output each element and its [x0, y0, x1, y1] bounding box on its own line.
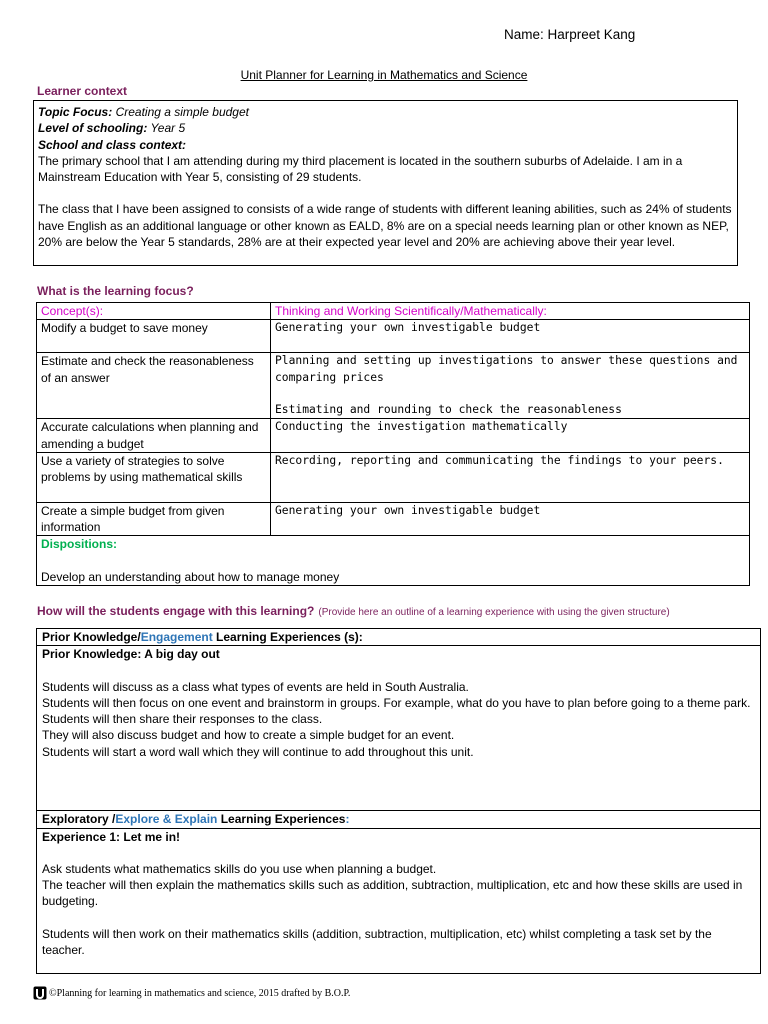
list-item: Students will then focus on one event and brainstorm in groups. For example, what do you have to plan before going to a theme park.: [42, 695, 751, 710]
thinking-header: Thinking and Working Scientifically/Mathematically:: [271, 303, 750, 320]
dispositions-text: Develop an understanding about how to manage money: [41, 569, 340, 584]
level-value: Year 5: [147, 121, 186, 136]
table-row: [37, 353, 750, 419]
thinking-cell: Recording, reporting and communicating the findings to your peers.: [271, 452, 750, 502]
thinking-cell: Conducting the investigation mathematically: [271, 419, 750, 453]
list-item: The teacher will then explain the mathematics skills such as addition, subtraction, multiplication, etc and how these skills are used in budgeting.: [42, 878, 743, 909]
prior-header-part-a: Prior Knowledge/: [42, 630, 141, 644]
explore-header-part-d: :: [345, 812, 350, 827]
learning-focus-table: [36, 302, 750, 586]
exploratory-header: [37, 811, 761, 828]
student-name: Name: Harpreet Kang: [504, 27, 636, 42]
explore-header-part-c: Learning Experiences: [217, 812, 346, 827]
table-row: [37, 502, 750, 536]
thinking-cell: [271, 353, 750, 419]
university-logo-icon: [33, 986, 47, 1000]
list-item: Students will start a word wall which they will continue to add throughout this unit.: [42, 744, 474, 759]
thinking-line-1: Planning and setting up investigations to answer these questions and comparing prices: [275, 354, 738, 384]
table-row: [37, 320, 750, 353]
topic-focus-value: Creating a simple budget: [112, 105, 249, 119]
list-item: Students will then share their responses to the class.: [42, 712, 323, 727]
level-of-schooling: [38, 120, 733, 136]
prior-header-part-c: Learning Experiences (s):: [212, 630, 363, 644]
concept-cell: Use a variety of strategies to solve problems by using mathematical skills: [37, 452, 271, 502]
learning-focus-heading: What is the learning focus?: [37, 284, 194, 298]
list-item: Students will then work on their mathematics skills (addition, subtraction, multiplication, etc) whilst completing a task set by the teacher.: [42, 926, 712, 958]
thinking-line-2: Estimating and rounding to check the reasonableness: [275, 402, 622, 416]
prior-header-part-b: Engagement: [140, 630, 213, 644]
list-item: Students will discuss as a class what types of events are held in South Australia.: [42, 679, 469, 694]
experience-1-body: [37, 828, 761, 973]
school-context-paragraph-2: The class that I have been assigned to consists of a wide range of students with different leaning abilities, such as 24% of students have English as an additional language or other known as EALD, 8% are on a special needs learning plan or other known as NEP, 20% are below the Year 5 standards, 28% are at their expected year level and 20% are achieving above their year level.: [38, 202, 732, 250]
learner-context-box: [33, 100, 738, 266]
school-context-paragraph-1: The primary school that I am attending during my third placement is located in the southern suburbs of Adelaide. I am in a Mainstream Education with Year 5, consisting of 29 students.: [38, 153, 683, 185]
school-context-label: School and class context:: [38, 137, 187, 152]
level-label: Level of schooling:: [38, 121, 148, 136]
prior-knowledge-body: [37, 646, 761, 811]
dispositions-cell: [37, 536, 750, 586]
engagement-note: (Provide here an outline of a learning experience with using the given structure): [318, 607, 670, 618]
footer-text: ©Planning for learning in mathematics and science, 2015 drafted by B.O.P.: [49, 987, 351, 999]
prior-knowledge-header: [37, 629, 761, 646]
engagement-heading-text: How will the students engage with this learning?: [37, 604, 315, 618]
engagement-heading: [37, 604, 670, 618]
experience-1-title: Experience 1: Let me in!: [42, 829, 181, 844]
explore-header-part-b: Explore & Explain: [115, 812, 218, 827]
concept-cell: Estimate and check the reasonableness of an answer: [37, 353, 271, 419]
engagement-table: [36, 628, 761, 974]
concept-cell: Create a simple budget from given information: [37, 502, 271, 536]
concepts-header: Concept(s):: [37, 303, 271, 320]
thinking-cell: Generating your own investigable budget: [271, 502, 750, 536]
explore-header-part-a: Exploratory /: [42, 812, 116, 827]
table-row: [37, 419, 750, 453]
list-item: Ask students what mathematics skills do you use when planning a budget.: [42, 861, 437, 876]
table-row: [37, 452, 750, 502]
topic-focus: [38, 104, 733, 120]
learner-context-heading: Learner context: [37, 84, 128, 98]
thinking-cell: Generating your own investigable budget: [271, 320, 750, 353]
concept-cell: Accurate calculations when planning and amending a budget: [37, 419, 271, 453]
document-title: Unit Planner for Learning in Mathematics and Science: [240, 68, 528, 82]
dispositions-label: Dispositions:: [41, 537, 118, 552]
list-item: They will also discuss budget and how to create a simple budget for an event.: [42, 728, 455, 743]
dispositions-row: [37, 536, 750, 586]
concept-cell: Modify a budget to save money: [37, 320, 271, 353]
footer: [33, 986, 350, 1000]
topic-focus-label: Topic Focus:: [38, 105, 113, 119]
prior-knowledge-title: Prior Knowledge: A big day out: [42, 647, 220, 662]
